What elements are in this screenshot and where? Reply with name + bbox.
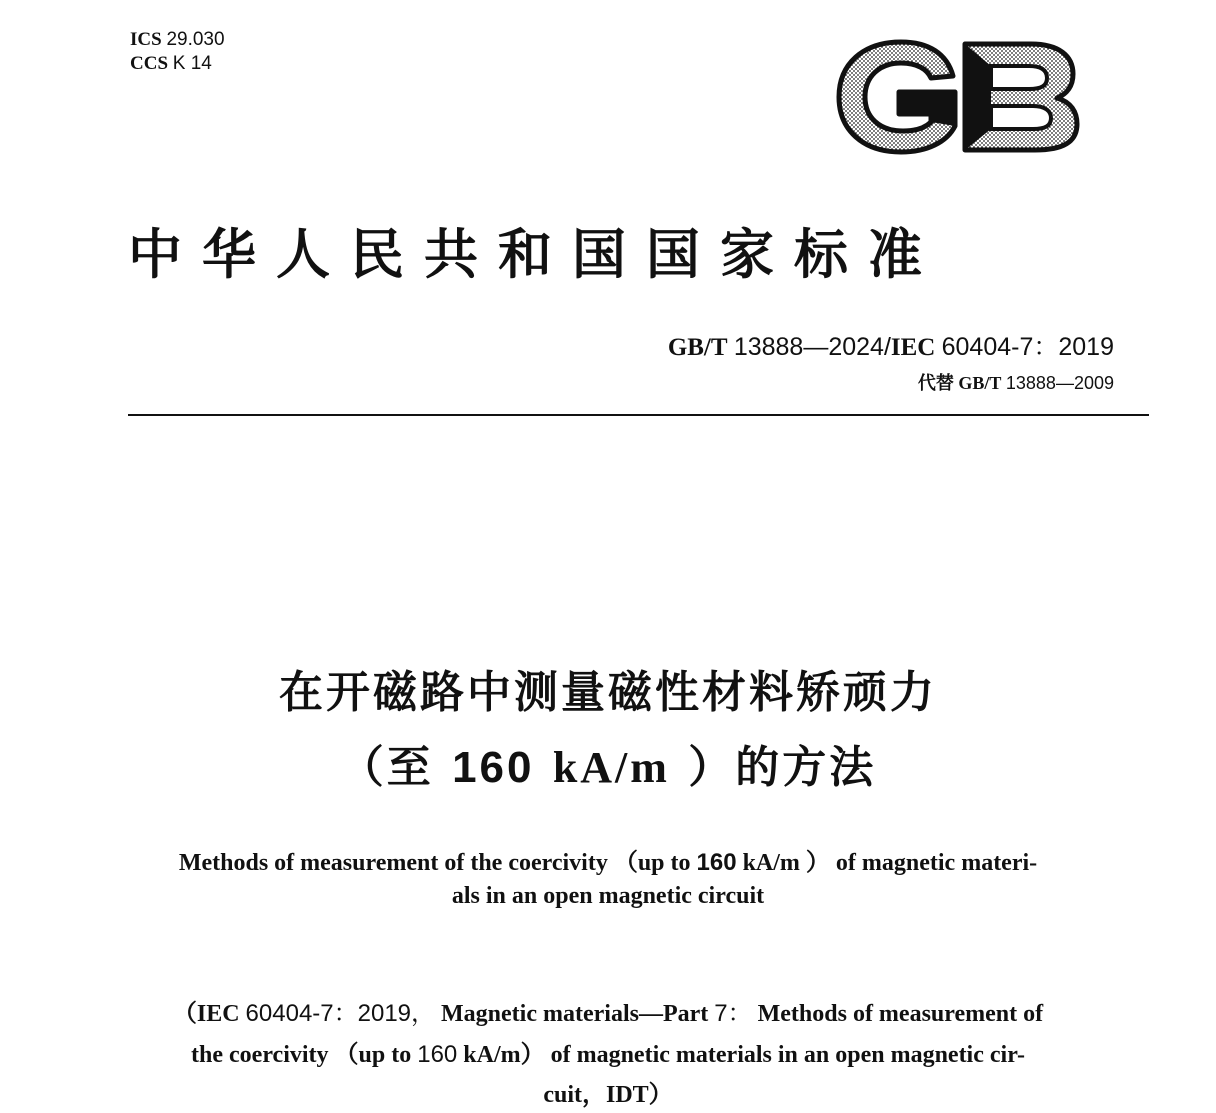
idt-line2-number: 160 bbox=[417, 1041, 458, 1068]
idt-note-line-1 bbox=[0, 993, 1216, 1028]
replaces-number: 13888—2009 bbox=[1005, 373, 1114, 393]
idt-part-b: Magnetic materials—Part bbox=[441, 1001, 709, 1027]
ics-label: ICS bbox=[130, 29, 162, 50]
idt-iec-number: 60404-7：2019， bbox=[245, 1000, 436, 1027]
header-divider bbox=[128, 414, 1149, 416]
iec-prefix: IEC bbox=[890, 334, 936, 361]
idt-line2-a: the coercivity （up to bbox=[191, 1042, 412, 1068]
ccs-label: CCS bbox=[130, 53, 169, 74]
classification-codes bbox=[130, 28, 225, 76]
chinese-title-line-2 bbox=[0, 731, 1216, 795]
idt-line2-b: kA/m） of magnetic materials in an open magnetic cir- bbox=[463, 1042, 1025, 1068]
ccs-value: K 14 bbox=[172, 53, 212, 74]
english-title-line-1 bbox=[0, 842, 1216, 877]
english-title-part-b: kA/m ） of magnetic materi- bbox=[742, 850, 1038, 876]
replaces-label: 代替 bbox=[917, 373, 954, 393]
chinese-title-unit: kA/m bbox=[552, 743, 670, 792]
ccs-code bbox=[130, 52, 225, 76]
idt-note-line-2 bbox=[0, 1034, 1216, 1069]
chinese-title-close: ）的方法 bbox=[688, 742, 877, 793]
standard-prefix: GB/T bbox=[667, 334, 728, 361]
ics-code bbox=[130, 28, 225, 52]
standard-number bbox=[668, 327, 1114, 363]
national-standard-heading: 中华人民共和国国家标准 bbox=[128, 222, 942, 286]
idt-part-number: 7： bbox=[714, 1000, 752, 1027]
replaces-prefix: GB/T bbox=[958, 373, 1002, 393]
english-title-line-2: als in an open magnetic circuit bbox=[451, 883, 765, 909]
iec-number: 60404-7：2019 bbox=[941, 333, 1114, 361]
chinese-title-open: （至 bbox=[339, 742, 434, 793]
english-title-part-a: Methods of measurement of the coercivity （up to bbox=[178, 850, 691, 876]
idt-part-a: （IEC bbox=[172, 1001, 240, 1027]
idt-note-line-3: cuit，IDT） bbox=[543, 1082, 673, 1108]
english-title-number: 160 bbox=[696, 849, 737, 876]
chinese-title-number: 160 bbox=[452, 743, 535, 792]
ics-value: 29.030 bbox=[166, 29, 225, 50]
standard-number-value: 13888—2024/ bbox=[733, 333, 891, 361]
gb-logo bbox=[835, 36, 1081, 158]
replaces-standard bbox=[918, 369, 1114, 395]
idt-part-c: Methods of measurement of bbox=[757, 1001, 1044, 1027]
chinese-title-line-1: 在开磁路中测量磁性材料矫顽力 bbox=[279, 667, 937, 718]
